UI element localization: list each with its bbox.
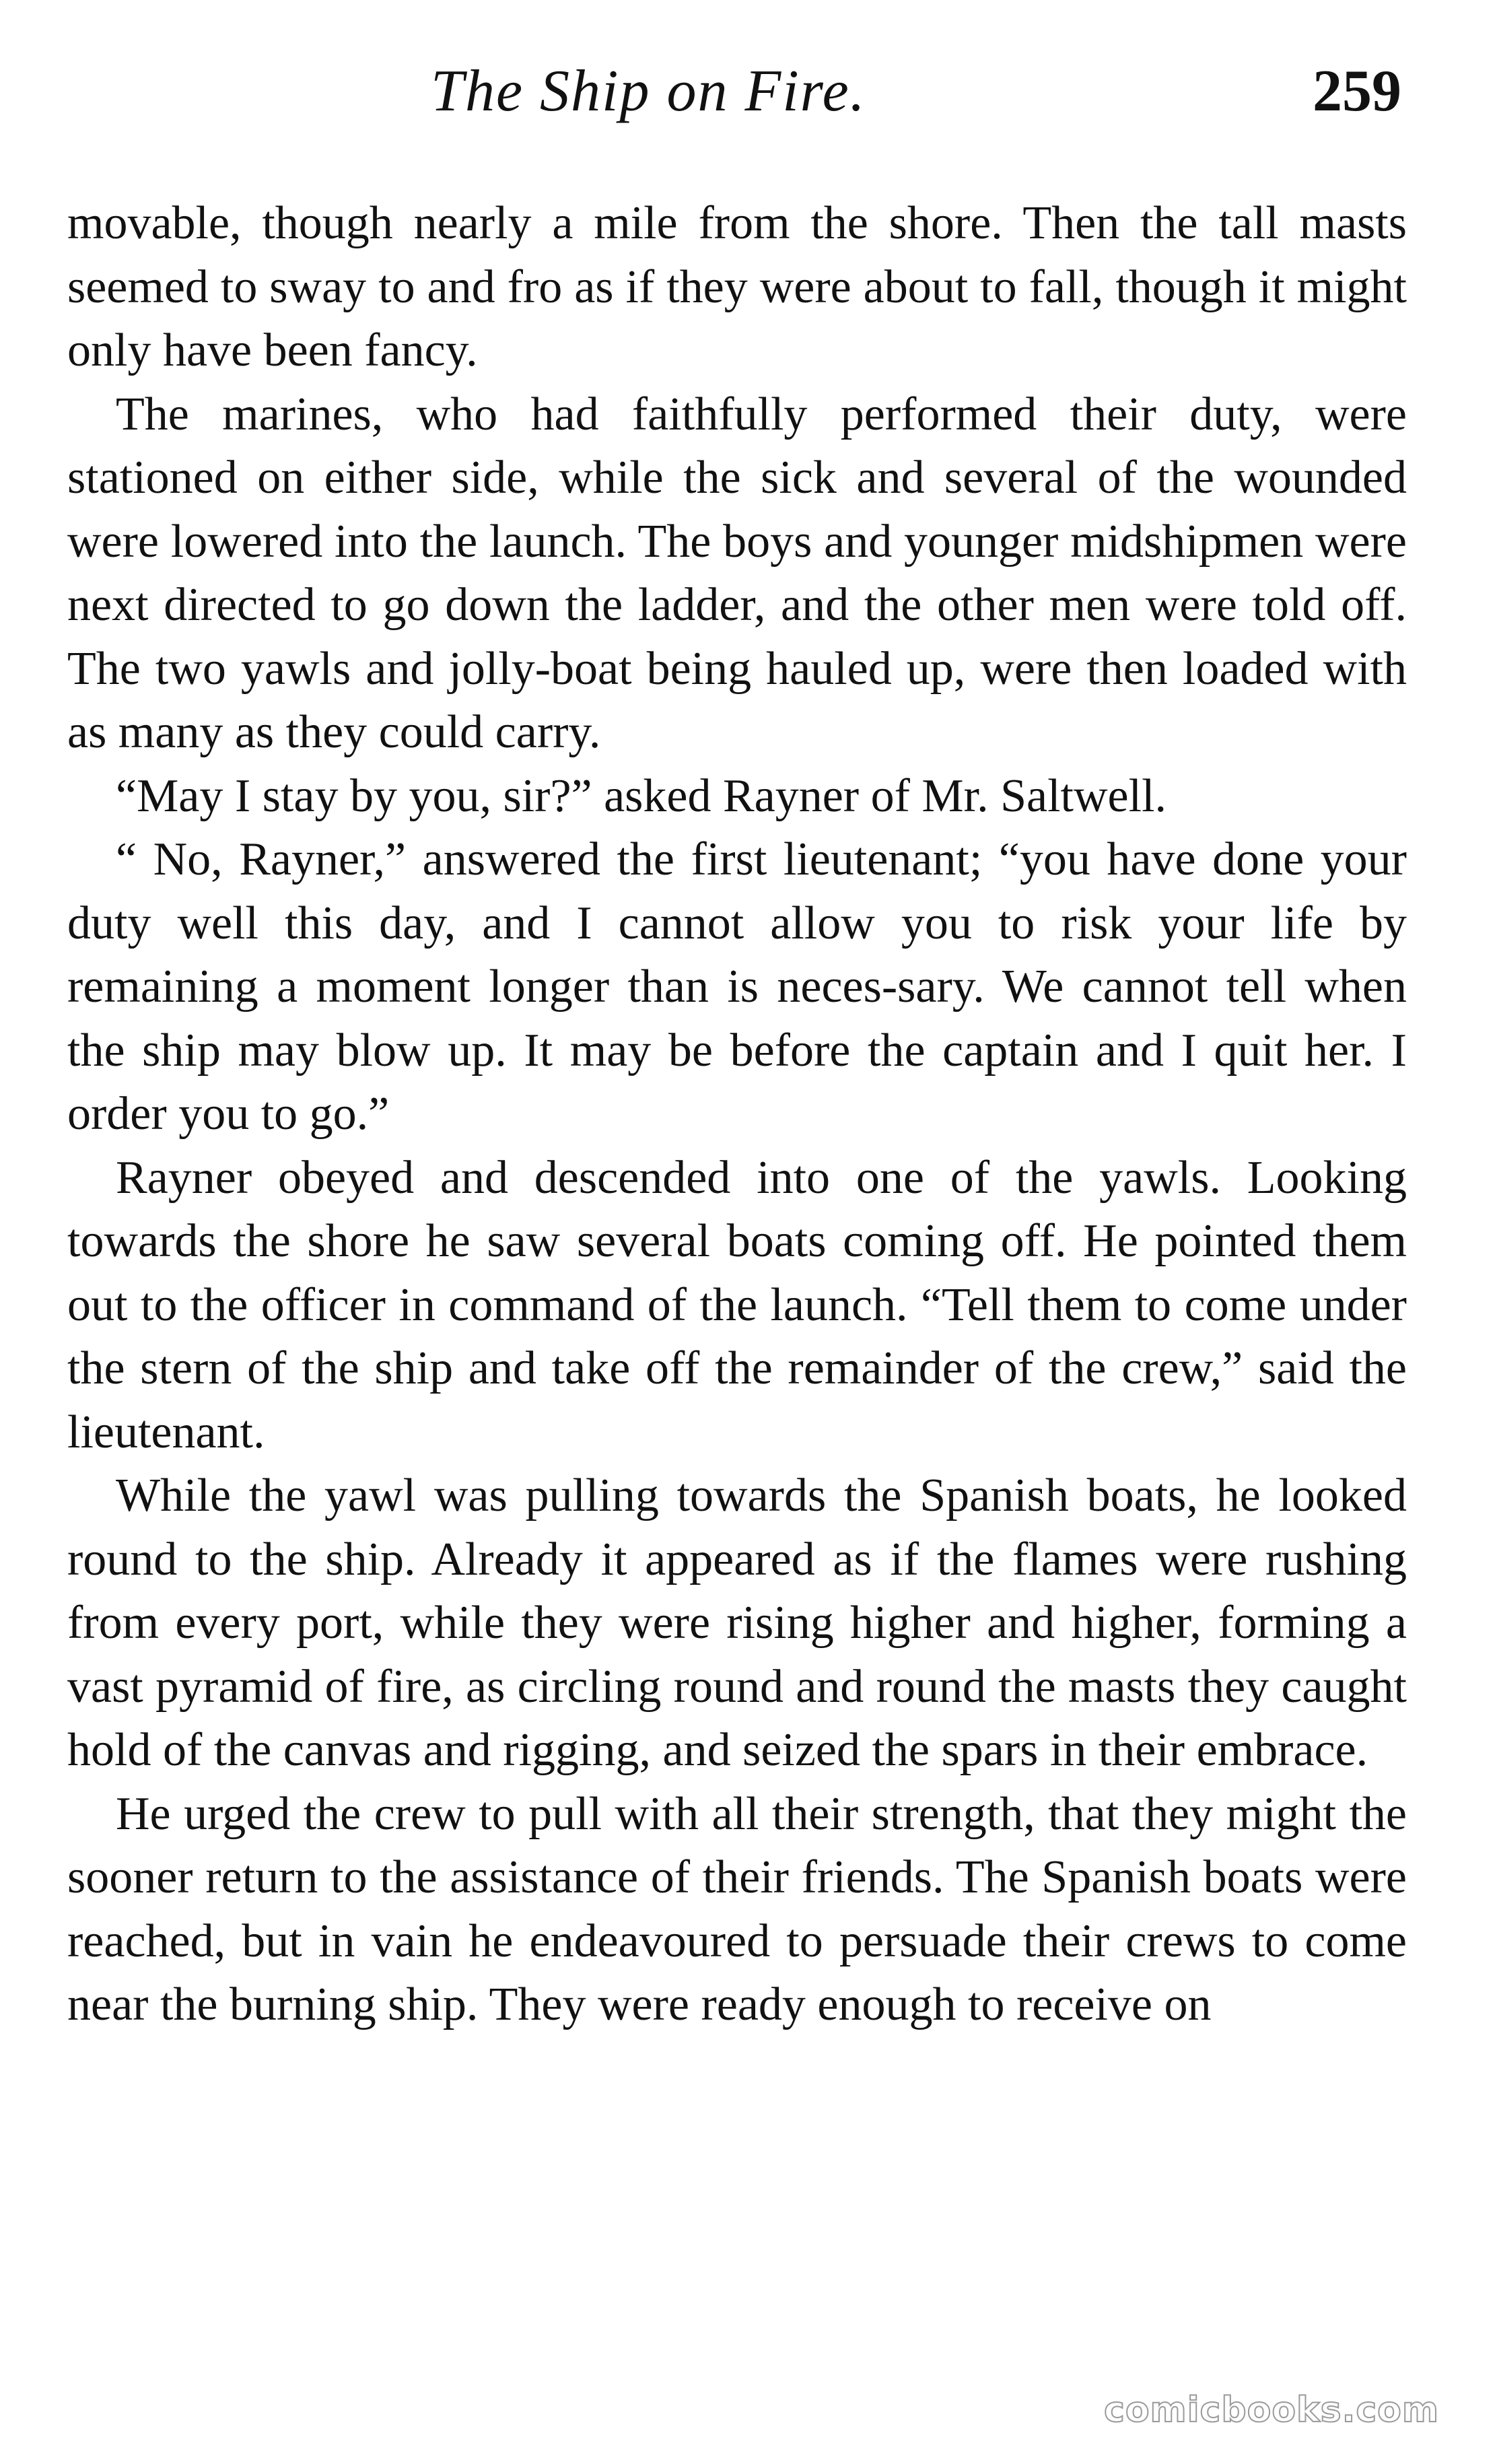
paragraph: Rayner obeyed and descended into one of the yawls. Looking towards the shore he saw several boats coming off. He pointed them out to the officer in command of the launch. “Tell them to come under the stern of the ship and take off the remainder of the crew,” said the lieutenant. — [67, 1151, 1407, 1458]
body-text — [67, 192, 1407, 2037]
page-number: 259 — [1313, 59, 1401, 124]
running-title: The Ship on Fire. — [431, 59, 866, 124]
watermark: comicbooks.com — [1104, 2390, 1440, 2430]
paragraph: “ No, Rayner,” answered the first lieutenant; “you have done your duty well this day, and I cannot allow you to risk your life by remaining a moment longer than is neces-sary. We cannot tell when the ship may blow up. It may be before the captain and I quit her. I order you to go.” — [67, 833, 1407, 1140]
page-header — [0, 57, 1497, 138]
paragraph: “May I stay by you, sir?” asked Rayner of Mr. Saltwell. — [116, 769, 1167, 822]
paragraph: movable, though nearly a mile from the shore. Then the tall masts seemed to sway to and fro as if they were about to fall, though it might only have been fancy. — [67, 197, 1407, 376]
paragraph: While the yawl was pulling towards the Spanish boats, he looked round to the ship. Already it appeared as if the flames were rushing from every port, while they were rising higher and higher, forming a vast pyramid of fire, as circling round and round the masts they caught hold of the canvas and rigging, and seized the spars in their embrace. — [67, 1470, 1407, 1776]
paragraph: He urged the crew to pull with all their strength, that they might the sooner return to the assistance of their friends. The Spanish boats were reached, but in vain he endeavoured to persuade their crews to come near the burning ship. They were ready enough to receive on — [67, 1787, 1407, 2030]
paragraph: The marines, who had faithfully performed their duty, were stationed on either side, while the sick and several of the wounded were lowered into the launch. The boys and younger midshipmen were next directed to go down the ladder, and the other men were told off. The two yawls and jolly-boat being hauled up, were then loaded with as many as they could carry. — [67, 388, 1407, 758]
